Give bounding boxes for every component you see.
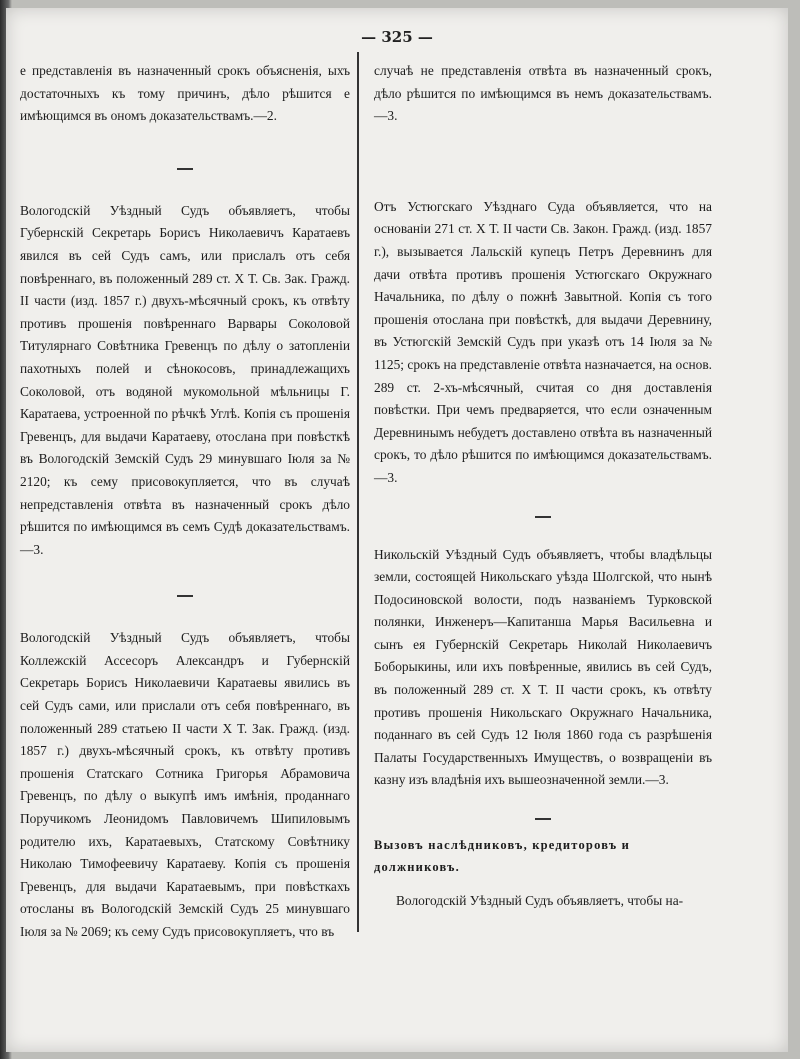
notice-text: Вологодскій Уѣздный Судъ объявляетъ, чтобы на- xyxy=(396,893,684,909)
notice-text: е представленія въ назначенный срокъ объясненія, ыхъ достаточныхъ къ тому причинъ, дѣло рѣшится е имѣющимся въ ономъ доказательствамъ.—2. xyxy=(20,63,350,124)
notice-text: Вологодскій Уѣздный Судъ объявляетъ, чтобы Коллежскій Ассесоръ Александръ и Губернскій Секретарь Борисъ Николаевичи Каратаевы явились въ сей Судъ сами, или прислали отъ себя повѣреннаго, въ положенный 289 статьею II части Х Т. Зак. Гражд. (изд. 1857 г.) двухъ-мѣсячный срокъ, къ отвѣту противъ прошенія Статскаго Сотника Григорья Абрамовича Гревенцъ, по дѣлу о выкупѣ имъ имѣнія, проданнаго Поручикомъ Леонидомъ Павловичемъ Шипиловымъ родителю ихъ, Каратаевыхъ, Статскому Совѣтнику Николаю Тимофеевичу Каратаеву. Копія съ прошенія Гревенцъ, для выдачи Каратаевымъ, при повѣсткахъ отосланы въ Вологодскій Земскій Судъ 25 минувшаго Іюля за № 2069; къ сему Судъ присовокупляетъ, что въ xyxy=(20,630,350,939)
column-divider xyxy=(357,52,359,932)
left-column xyxy=(20,60,350,944)
page-number: — 325 — xyxy=(361,28,433,46)
right-column xyxy=(374,60,712,913)
section-heading: Вызовъ наслѣдниковъ, кредиторовъ и должниковъ. xyxy=(374,838,631,875)
notice-text: случаѣ не представленія отвѣта въ назначенный срокъ, дѣло рѣшится по имѣющимся въ немъ доказательствамъ.—3. xyxy=(374,63,712,124)
notice-text: Вологодскій Уѣздный Судъ объявляетъ, чтобы Губернскій Секретарь Борисъ Николаевичъ Каратаевъ явился въ сей Судъ самъ, или прислалъ отъ себя повѣреннаго, въ положенный 289 ст. Х Т. Св. Зак. Гражд. II части (изд. 1857 г.) двухъ-мѣсячный срокъ, къ отвѣту противъ прошенія повѣреннаго Варвары Соколовой Титулярнаго Совѣтника Гревенцъ по дѣлу о затопленіи пахотныхъ полей и сѣнокосовъ, принадлежащихъ Соколовой, отъ водяной мукомольной мѣльницы Г. Каратаева, устроенной по рѣчкѣ Углѣ. Копія съ прошенія Гревенцъ, для выдачи Каратаеву, отослана при повѣсткѣ въ Вологодскій Земскій Судъ 29 минувшаго Іюля за № 2120; къ сему присовокупляется, что въ случаѣ непредставленія отвѣта въ назначенный срокъ дѣло рѣшится по имѣющимся въ семъ Судѣ доказательствамъ.—3. xyxy=(20,202,350,557)
document-page xyxy=(6,8,788,1052)
notice-text: Никольскій Уѣздный Судъ объявляетъ, чтобы владѣльцы земли, состоящей Никольскаго уѣзда Шолгской, что нынѣ Подосиновской волости, подъ названіемъ Турковской полянки, Инженеръ—Капитанша Марья Васильевна и сынъ ея Губернскій Секретарь Николай Николаевичъ Боборыкины, или ихъ повѣренные, явились въ сей Судъ, въ положенный 289 ст. Х Т. II части срокъ, къ отвѣту противъ прошенія Никольскаго Окружнаго Начальника, поданнаго въ сей Судъ 12 Іюля 1860 года съ разрѣшенія Палаты Государственныхъ Имуществъ, о возвращеніи въ казну изъ владѣнія ихъ вышеозначенной земли.—3. xyxy=(374,546,712,788)
notice-text: Отъ Устюгскаго Уѣзднаго Суда объявляется, что на основаніи 271 ст. Х Т. II части Св. Закон. Гражд. (изд. 1857 г.), вызывается Лальскій купецъ Петръ Деревнинъ для дачи отвѣта противъ прошенія Устюгскаго Окружнаго Начальника, по дѣлу о пожнѣ Завытной. Копія съ того прошенія отослана при повѣсткѣ, для выдачи Деревнину, въ Устюгскій Земскій Судъ при указѣ отъ 14 Іюля за № 1125; срокъ на представленіе отвѣта назначается, на основ. 289 ст. 2-хъ-мѣсячный, считая со дня доставленія повѣстки. При чемъ предваряется, что если означенным Деревнинымъ небудетъ доставлено отвѣта въ назначенный срокъ, то дѣло рѣшится по имѣющимся доказательствамъ.—3. xyxy=(374,198,712,485)
